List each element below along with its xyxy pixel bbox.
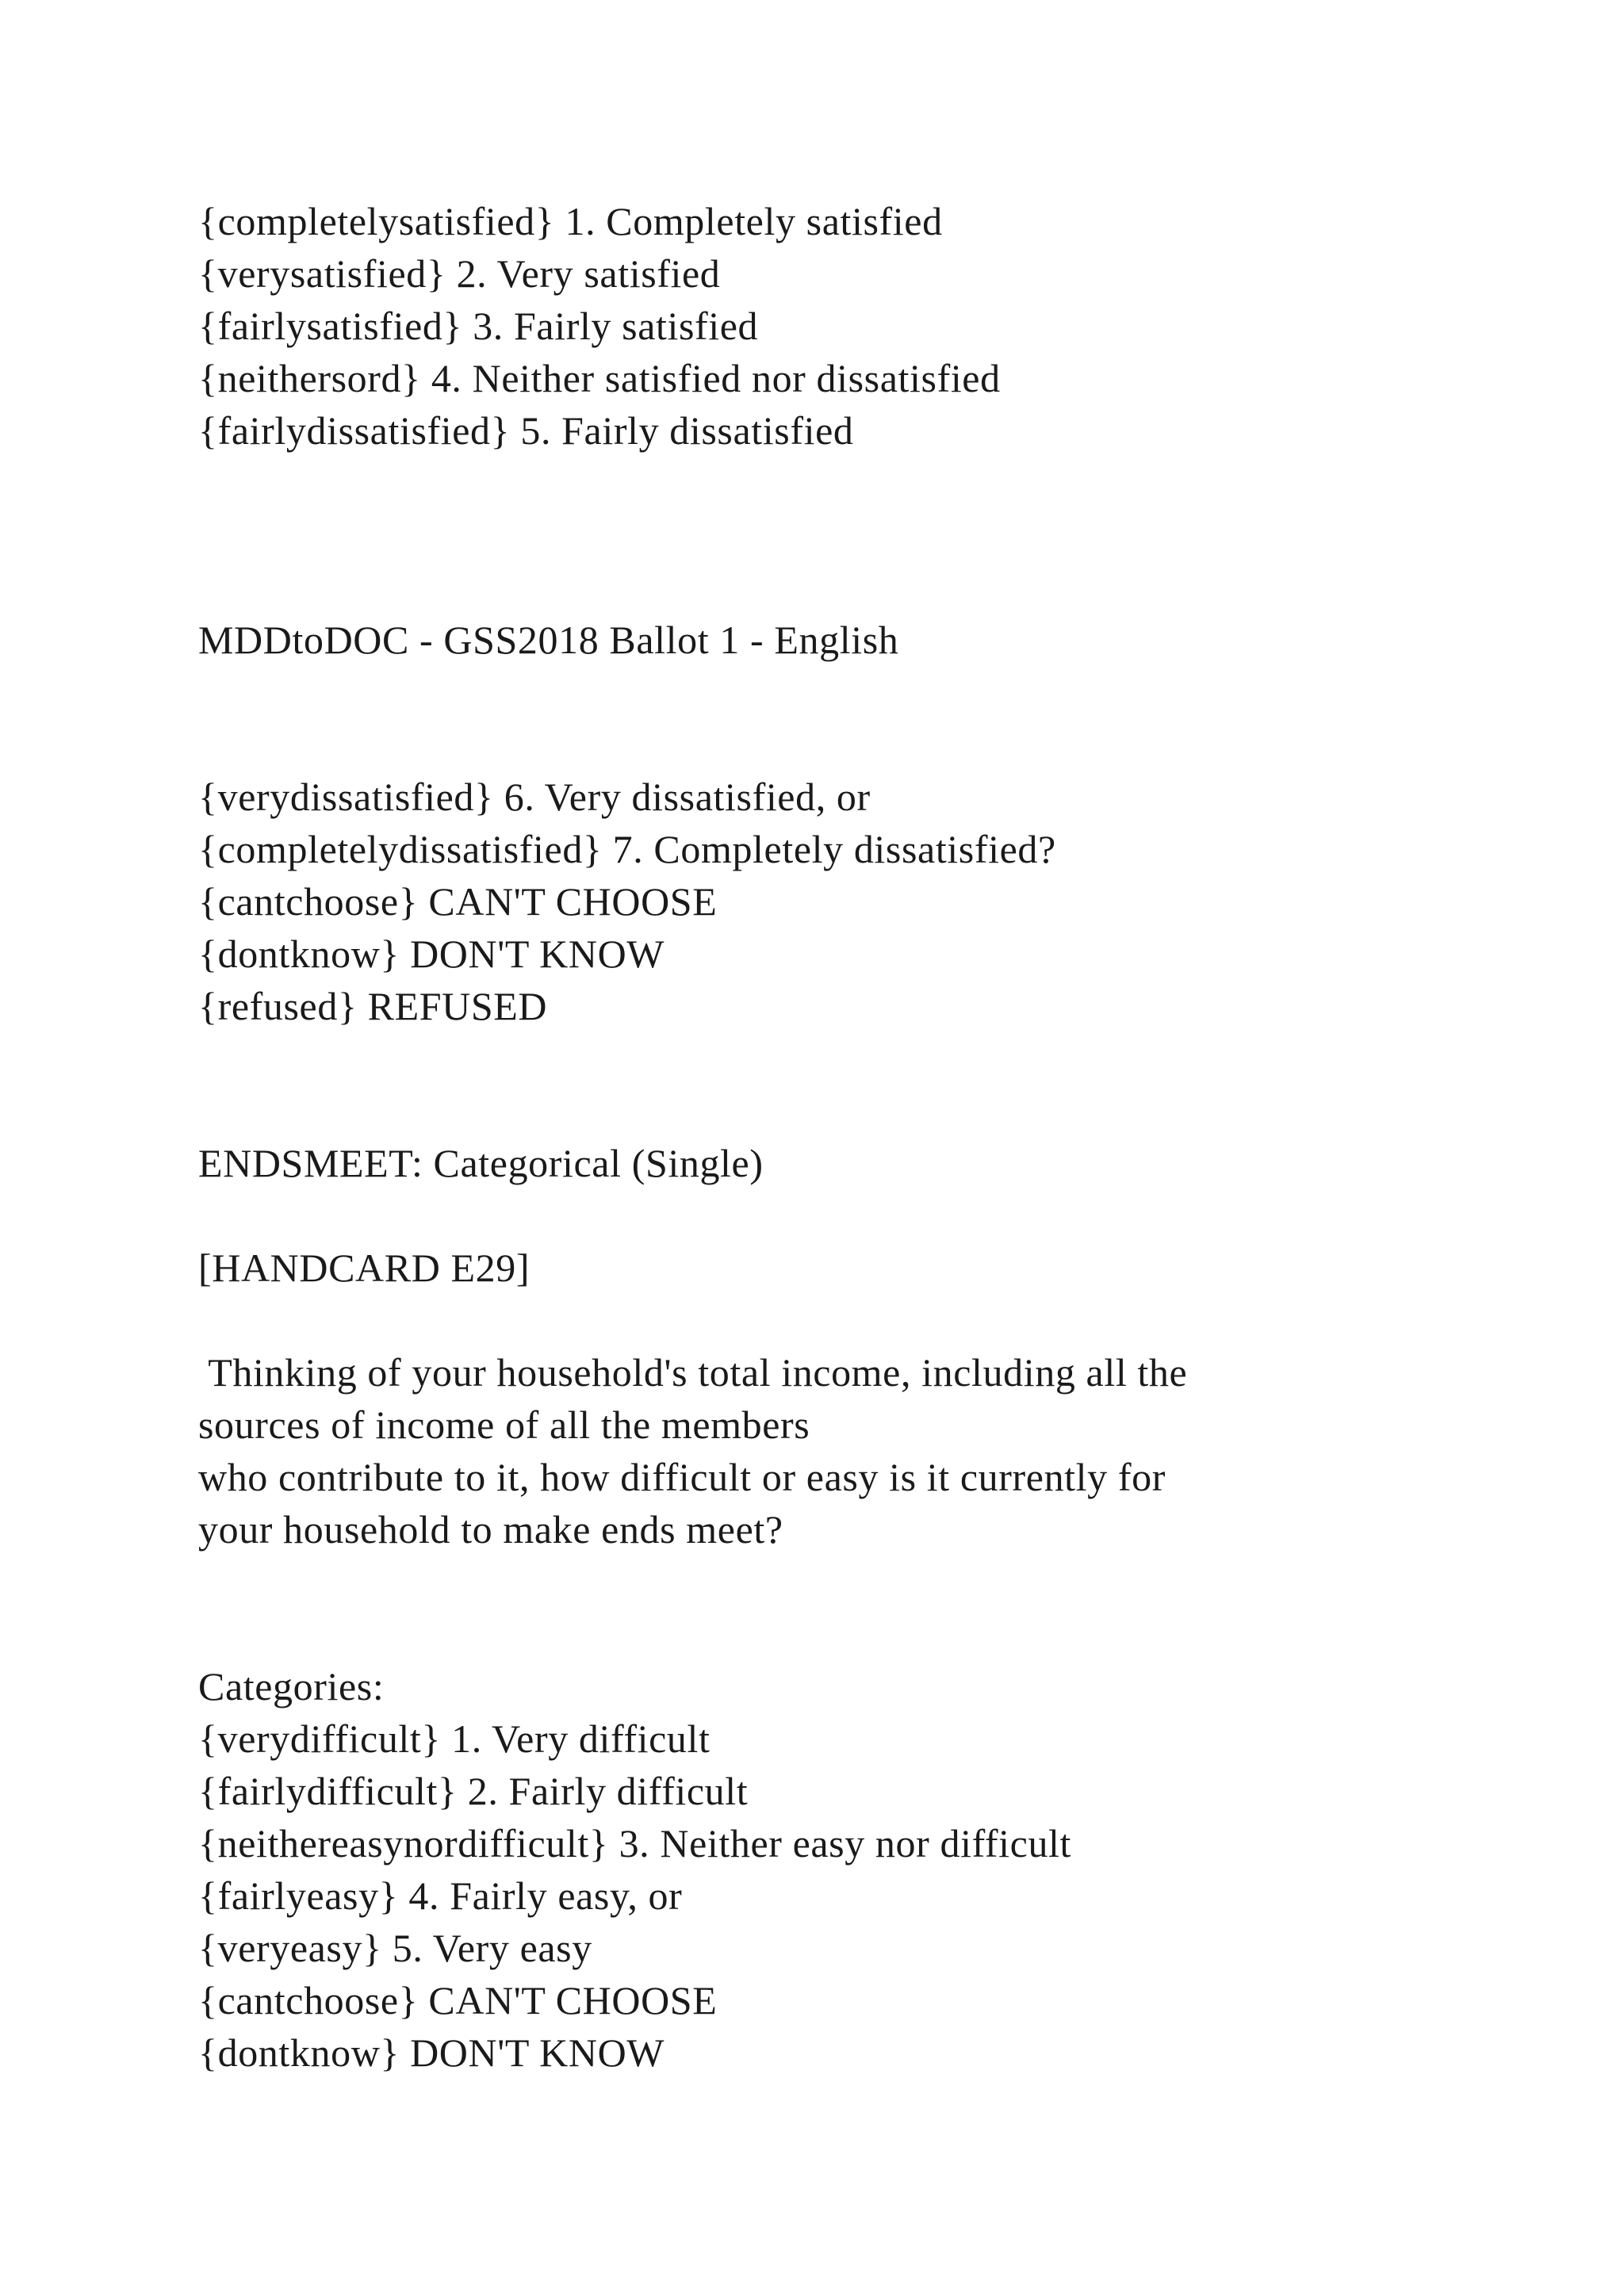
option-neither-satisfied: {neithersord} 4. Neither satisfied nor dissatisfied	[198, 356, 1001, 400]
handcard-label: [HANDCARD E29]	[198, 1246, 530, 1290]
option-completely-dissatisfied: {completelydissatisfied} 7. Completely dissatisfied?	[198, 827, 1056, 871]
category-fairly-easy: {fairlyeasy} 4. Fairly easy, or	[198, 1873, 683, 1918]
category-cant-choose: {cantchoose} CAN'T CHOOSE	[198, 1978, 718, 2022]
option-cant-choose: {cantchoose} CAN'T CHOOSE	[198, 879, 718, 924]
category-fairly-difficult: {fairlydifficult} 2. Fairly difficult	[198, 1769, 749, 1813]
question-text-line-2: sources of income of all the members	[198, 1402, 810, 1447]
running-header: MDDtoDOC - GSS2018 Ballot 1 - English	[198, 618, 899, 662]
option-fairly-satisfied: {fairlysatisfied} 3. Fairly satisfied	[198, 304, 759, 348]
question-text-line-3: who contribute to it, how difficult or easy is it currently for	[198, 1455, 1166, 1499]
option-fairly-dissatisfied: {fairlydissatisfied} 5. Fairly dissatisfied	[198, 408, 854, 453]
option-dont-know: {dontknow} DON'T KNOW	[198, 932, 665, 976]
option-completely-satisfied: {completelysatisfied} 1. Completely satisfied	[198, 199, 943, 243]
category-very-difficult: {verydifficult} 1. Very difficult	[198, 1716, 710, 1761]
category-neither-easy-nor-difficult: {neithereasynordifficult} 3. Neither easy nor difficult	[198, 1821, 1072, 1866]
category-very-easy: {veryeasy} 5. Very easy	[198, 1926, 592, 1970]
option-refused: {refused} REFUSED	[198, 984, 548, 1028]
question-id-type: ENDSMEET: Categorical (Single)	[198, 1141, 764, 1185]
question-text-line-1: Thinking of your household's total income, including all the	[198, 1350, 1188, 1395]
option-very-dissatisfied: {verydissatisfied} 6. Very dissatisfied, or	[198, 775, 871, 819]
option-very-satisfied: {verysatisfied} 2. Very satisfied	[198, 251, 721, 296]
question-text-line-4: your household to make ends meet?	[198, 1507, 783, 1552]
category-dont-know: {dontknow} DON'T KNOW	[198, 2030, 665, 2075]
categories-label: Categories:	[198, 1664, 385, 1709]
